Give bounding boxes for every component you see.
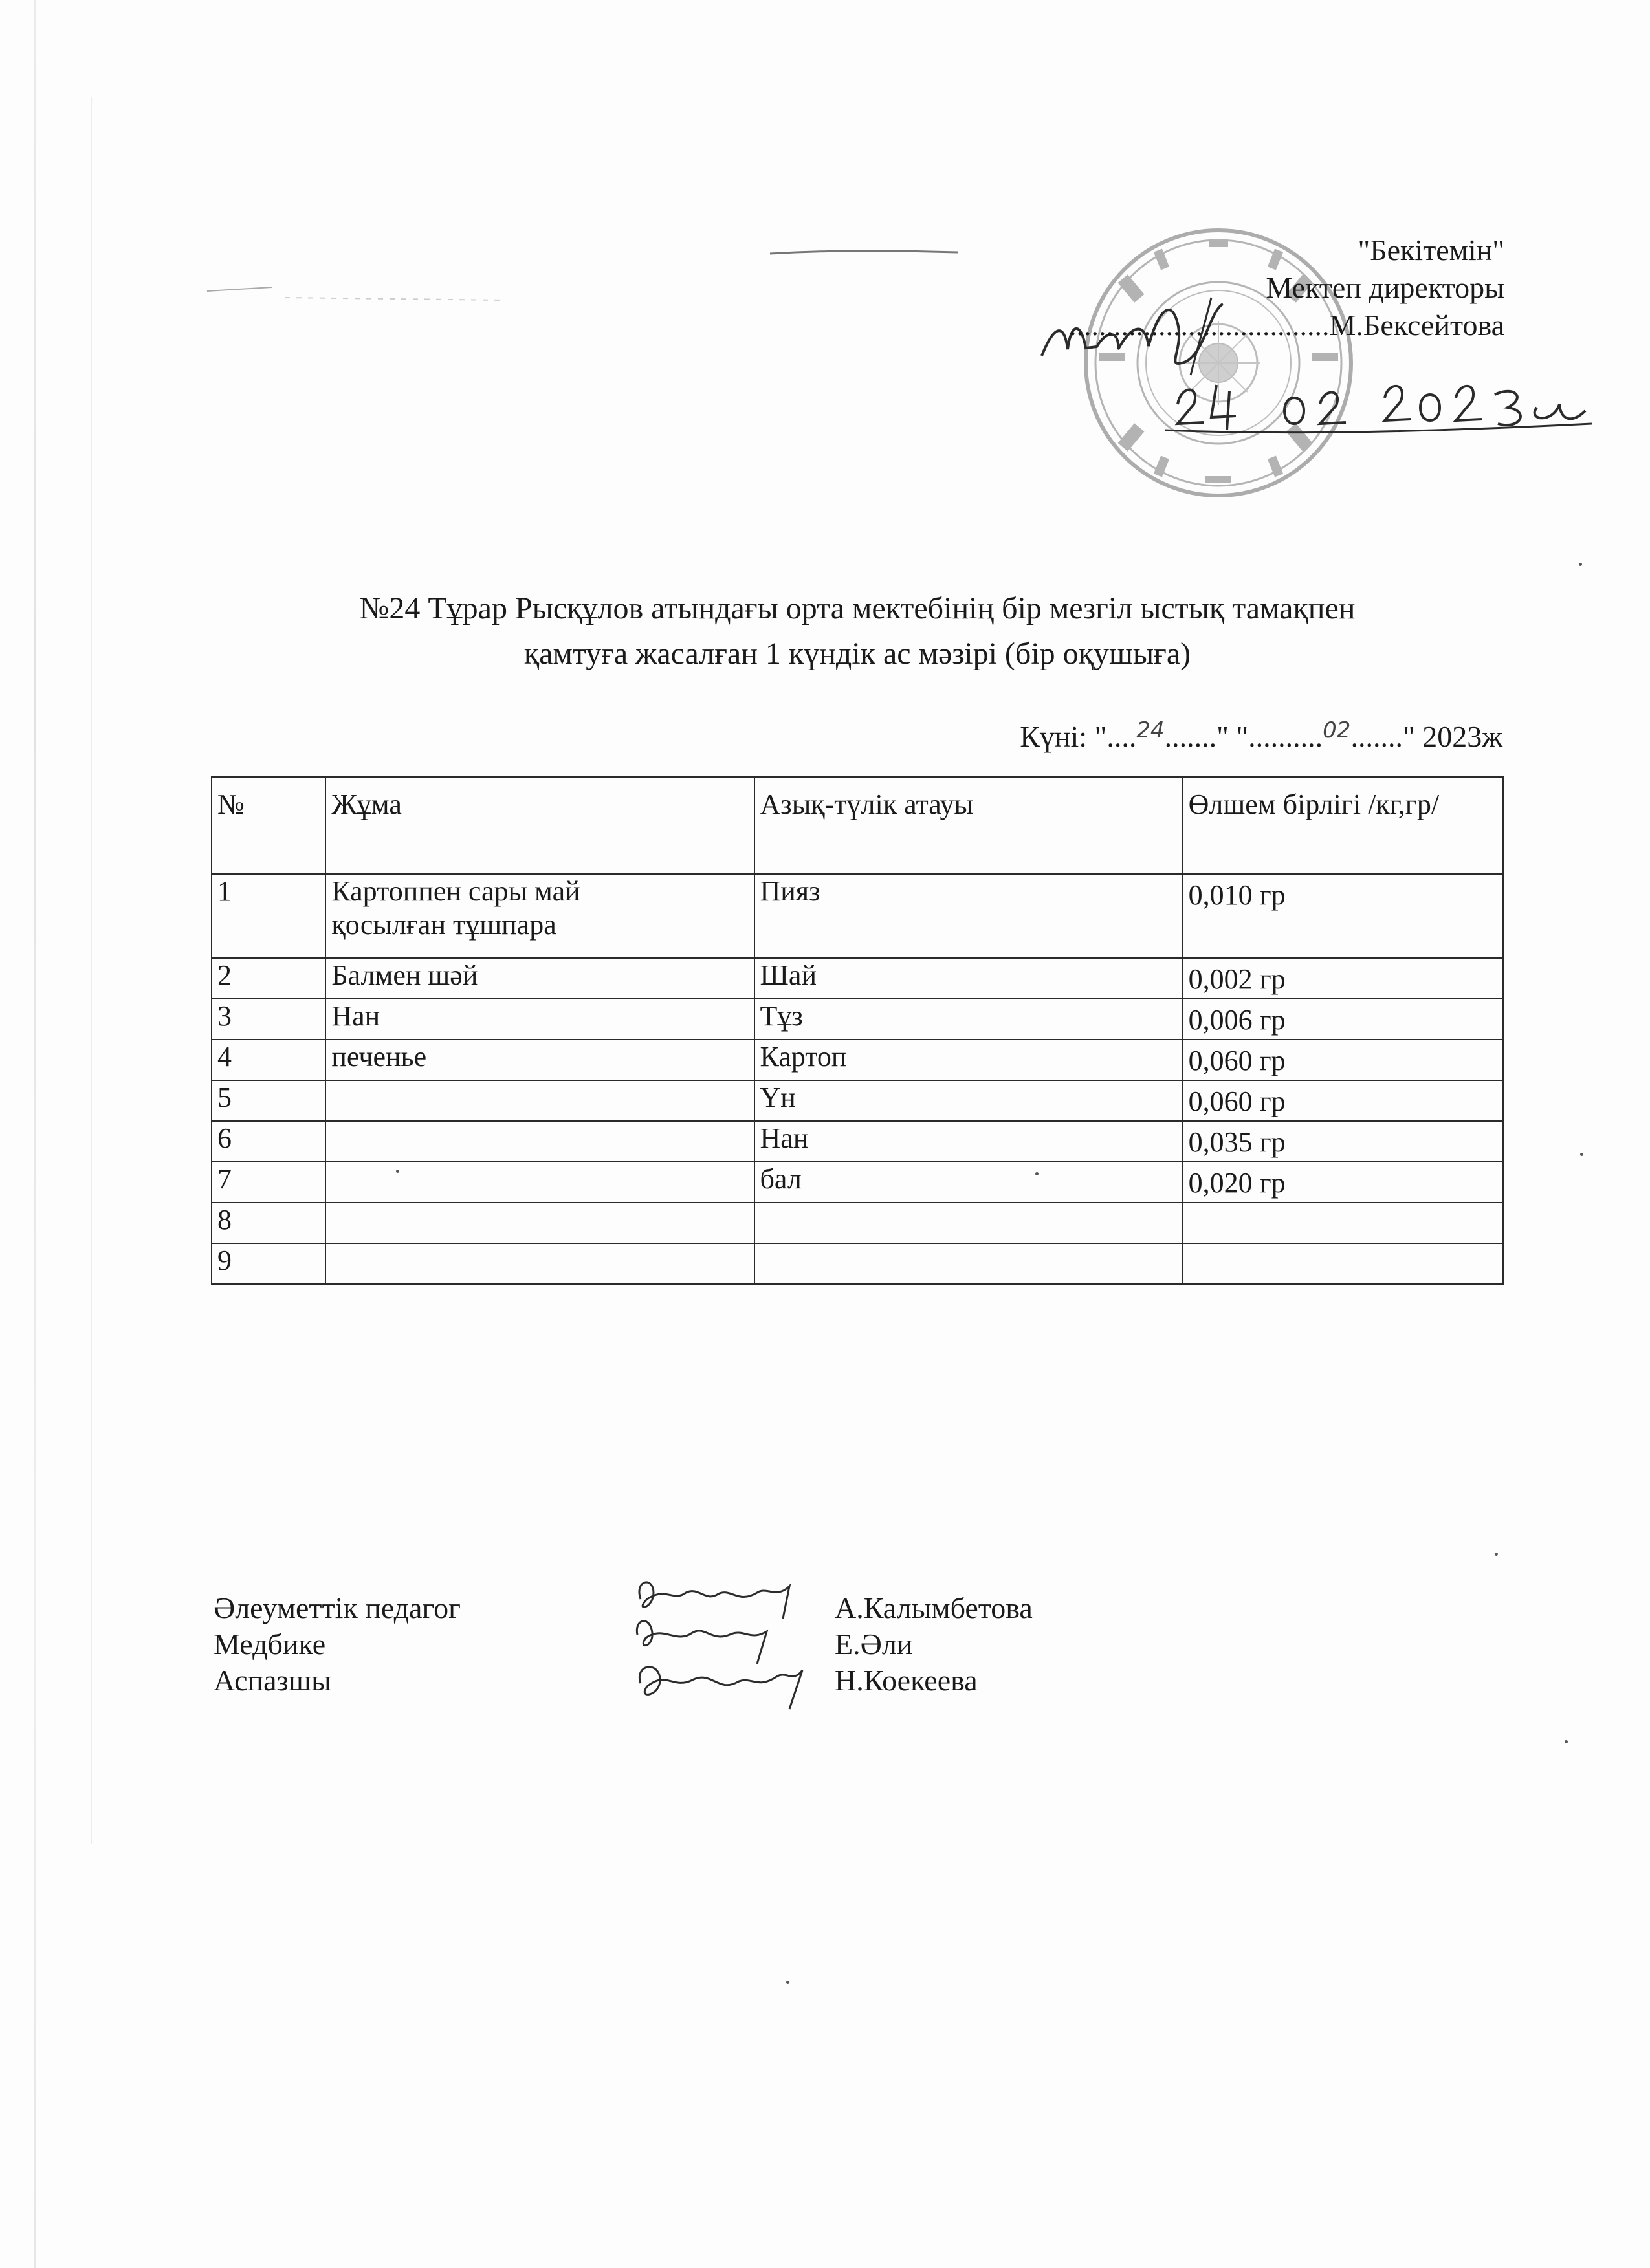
cell-product: бал	[754, 1162, 1183, 1203]
table-row	[212, 1203, 1503, 1243]
scan-dot	[1579, 563, 1582, 566]
date-month: 02	[1323, 717, 1351, 743]
cell-unit	[1183, 1203, 1503, 1243]
cell-unit: 0,060 гр	[1183, 1080, 1503, 1121]
cell-unit: 0,035 гр	[1183, 1121, 1503, 1162]
menu-table	[211, 776, 1504, 1285]
cell-unit: 0,006 гр	[1183, 999, 1503, 1040]
cell-unit: 0,020 гр	[1183, 1162, 1503, 1203]
table-header-row	[212, 777, 1503, 874]
table-row	[212, 958, 1503, 999]
document-title	[214, 586, 1501, 677]
cell-number: 4	[212, 1040, 325, 1080]
date-line	[1020, 719, 1502, 754]
cell-dish	[325, 1203, 754, 1243]
scan-dot	[1035, 1172, 1039, 1175]
table-row	[212, 874, 1503, 958]
cell-product: Нан	[754, 1121, 1183, 1162]
cell-dish	[325, 874, 754, 958]
scan-dot	[396, 1170, 399, 1173]
cell-unit: 0,002 гр	[1183, 958, 1503, 999]
scan-edge-artifact	[34, 0, 36, 2268]
scan-mark	[194, 278, 518, 317]
handwritten-approval-date	[1165, 359, 1592, 443]
name-cook: Н.Коекеева	[835, 1664, 978, 1697]
table-row	[212, 1243, 1503, 1284]
cell-product	[754, 1203, 1183, 1243]
scan-dot	[1495, 1553, 1498, 1556]
approval-position: Мектеп директоры	[1266, 271, 1504, 304]
scan-dot	[1580, 1153, 1583, 1156]
scan-dot	[1565, 1740, 1568, 1743]
footer-names	[835, 1590, 1033, 1699]
cell-unit: 0,010 гр	[1183, 874, 1503, 958]
cell-product: Үн	[754, 1080, 1183, 1121]
cell-number: 5	[212, 1080, 325, 1121]
role-nurse: Медбике	[214, 1628, 326, 1661]
date-suffix: " 2023ж	[1402, 720, 1502, 753]
cell-product: Шай	[754, 958, 1183, 999]
date-dots: .......	[1164, 720, 1217, 753]
table-row	[212, 1121, 1503, 1162]
cell-unit	[1183, 1243, 1503, 1284]
date-day: 24	[1136, 717, 1165, 743]
date-dots: ....	[1106, 720, 1137, 753]
cell-number: 8	[212, 1203, 325, 1243]
scan-edge-artifact	[91, 97, 92, 1844]
cell-dish	[325, 1243, 754, 1284]
header-unit: Өлшем бірлігі /кг,гр/	[1183, 777, 1503, 874]
cell-dish: печенье	[325, 1040, 754, 1080]
header-product: Азық-түлік атауы	[754, 777, 1183, 874]
role-cook: Аспазшы	[214, 1664, 332, 1697]
cell-dish	[325, 1121, 754, 1162]
date-dots: ..........	[1248, 720, 1323, 753]
header-number: №	[212, 777, 325, 874]
role-social-pedagogue: Әлеуметтік педагог	[214, 1591, 461, 1624]
cell-dish: Балмен шәй	[325, 958, 754, 999]
cell-product: Пияз	[754, 874, 1183, 958]
cell-dish: Нан	[325, 999, 754, 1040]
cell-number: 6	[212, 1121, 325, 1162]
footer-signatures	[628, 1573, 822, 1716]
scan-mark	[764, 239, 964, 265]
cell-number: 1	[212, 874, 325, 958]
cell-number: 3	[212, 999, 325, 1040]
name-nurse: Е.Әли	[835, 1628, 913, 1661]
table-row	[212, 999, 1503, 1040]
approval-block	[1069, 232, 1504, 344]
footer-roles	[214, 1590, 461, 1699]
title-line-2: қамтуға жасалған 1 күндік ас мәзірі (бір оқушыға)	[523, 637, 1191, 671]
cell-product: Картоп	[754, 1040, 1183, 1080]
date-prefix: Күні: "	[1020, 720, 1107, 753]
date-separator: " "	[1216, 720, 1249, 753]
cell-number: 7	[212, 1162, 325, 1203]
table-row	[212, 1162, 1503, 1203]
cell-unit: 0,060 гр	[1183, 1040, 1503, 1080]
cell-dish	[325, 1162, 754, 1203]
table-row	[212, 1080, 1503, 1121]
approval-director-name: ...................................М.Бексейтова	[1069, 309, 1504, 342]
cell-product	[754, 1243, 1183, 1284]
date-dots: .......	[1350, 720, 1403, 753]
approval-heading: "Бекітемін"	[1358, 234, 1504, 267]
name-social-pedagogue: А.Калымбетова	[835, 1591, 1033, 1624]
scan-dot	[786, 1981, 789, 1984]
cell-number: 2	[212, 958, 325, 999]
table-row	[212, 1040, 1503, 1080]
cell-dish-line: Картоппен сары май	[331, 875, 580, 907]
cell-dish	[325, 1080, 754, 1121]
title-line-1: №24 Тұрар Рысқұлов атындағы орта мектебінің бір мезгіл ыстық тамақпен	[359, 591, 1356, 626]
header-dish: Жұма	[325, 777, 754, 874]
cell-dish-line: қосылған тұшпара	[331, 909, 556, 941]
cell-number: 9	[212, 1243, 325, 1284]
cell-product: Тұз	[754, 999, 1183, 1040]
